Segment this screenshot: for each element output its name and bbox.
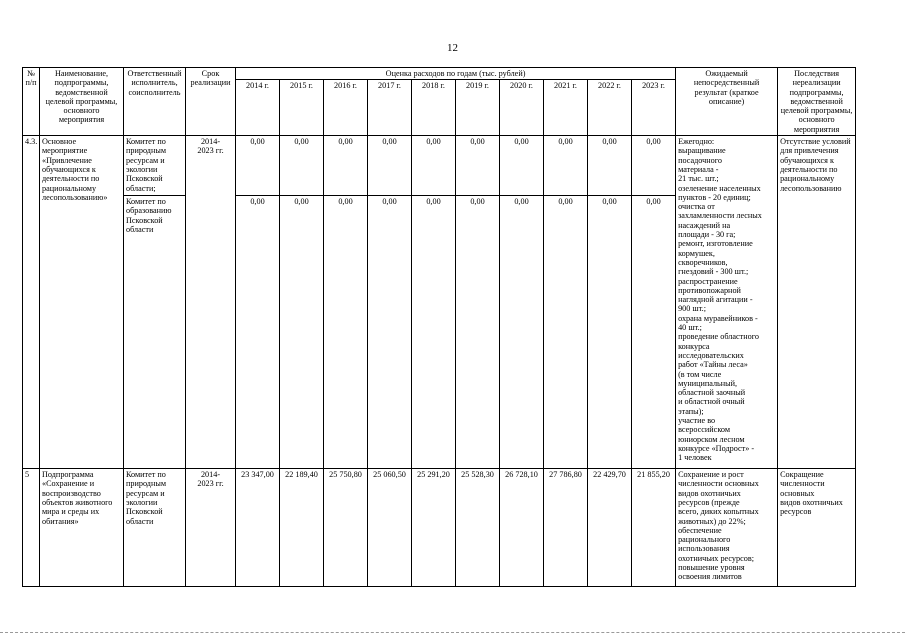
cost-cell: 0,00 xyxy=(324,196,368,469)
header-consequences: Последствия нереализации подпрограммы, ведомственной целевой программы, основного мероприятия xyxy=(778,68,856,136)
cost-cell: 0,00 xyxy=(456,136,500,196)
cost-cell: 0,00 xyxy=(632,196,676,469)
header-term: Срок реализации xyxy=(186,68,236,136)
header-costs: Оценка расходов по годам (тыс. рублей) xyxy=(236,68,676,80)
header-year: 2014 г. xyxy=(236,80,280,136)
header-name: Наименование, подпрограммы, ведомственной целевой программы, основного мероприятия xyxy=(40,68,124,136)
row-responsible: Комитет по образованию Псковской области xyxy=(124,196,186,469)
header-result: Ожидаемый непосредственный результат (краткое описание) xyxy=(676,68,778,136)
header-year: 2020 г. xyxy=(500,80,544,136)
row-responsible: Комитет по природным ресурсам и экологии Псковской области xyxy=(124,469,186,587)
cost-cell: 26 728,10 xyxy=(500,469,544,587)
table-row xyxy=(23,136,856,196)
row-number: 5 xyxy=(23,469,40,587)
row-name: Основное мероприятие «Привлечение обучающихся к деятельности по рациональному лесопользованию» xyxy=(40,136,124,469)
cost-cell: 0,00 xyxy=(236,196,280,469)
header-year: 2019 г. xyxy=(456,80,500,136)
page-bottom-divider xyxy=(0,632,905,633)
cost-cell: 0,00 xyxy=(588,136,632,196)
cost-cell: 21 855,20 xyxy=(632,469,676,587)
header-year: 2016 г. xyxy=(324,80,368,136)
cost-cell: 0,00 xyxy=(280,196,324,469)
cost-cell: 0,00 xyxy=(412,196,456,469)
cost-cell: 0,00 xyxy=(500,136,544,196)
cost-cell: 0,00 xyxy=(324,136,368,196)
cost-cell: 25 060,50 xyxy=(368,469,412,587)
row-name: Подпрограмма «Сохранение и воспроизводство объектов животного мира и среды их обитания» xyxy=(40,469,124,587)
table-row xyxy=(23,469,856,587)
header-year: 2015 г. xyxy=(280,80,324,136)
row-responsible: Комитет по природным ресурсам и экологии Псковской области; xyxy=(124,136,186,196)
cost-cell: 0,00 xyxy=(544,136,588,196)
cost-cell: 0,00 xyxy=(456,196,500,469)
row-term: 2014- 2023 гг. xyxy=(186,469,236,587)
cost-cell: 23 347,00 xyxy=(236,469,280,587)
header-year: 2018 г. xyxy=(412,80,456,136)
cost-cell: 0,00 xyxy=(632,136,676,196)
header-year: 2023 г. xyxy=(632,80,676,136)
header-responsible: Ответственный исполнитель, соисполнитель xyxy=(124,68,186,136)
cost-cell: 0,00 xyxy=(544,196,588,469)
program-costs-table xyxy=(22,67,856,587)
cost-cell: 25 291,20 xyxy=(412,469,456,587)
row-consequences: Отсутствие условий для привлечения обучающихся к деятельности по рациональному лесопользованию xyxy=(778,136,856,469)
cost-cell: 0,00 xyxy=(500,196,544,469)
cost-cell: 0,00 xyxy=(368,196,412,469)
header-no: № п/п xyxy=(23,68,40,136)
row-number: 4.3. xyxy=(23,136,40,469)
cost-cell: 25 750,80 xyxy=(324,469,368,587)
cost-cell: 22 189,40 xyxy=(280,469,324,587)
row-result: Сохранение и рост численности основных видов охотничьих ресурсов (прежде всего, диких копытных животных) до 22%; обеспечение рационального использования охотничьих ресурсов; повышение уровня освоения лимитов xyxy=(676,469,778,587)
cost-cell: 22 429,70 xyxy=(588,469,632,587)
cost-cell: 0,00 xyxy=(236,136,280,196)
cost-cell: 27 786,80 xyxy=(544,469,588,587)
row-result: Ежегодно: выращивание посадочного материала - 21 тыс. шт.; озеленение населенных пунктов - 20 единиц; очистка от захламленности лесных насаждений на площади - 30 га; ремонт, изготовление кормушек, скворечников, гнездовий - 300 шт.; распространение противопожарной наглядной агитации - 900 шт.; охрана муравейников - 40 шт.; проведение областного конкурса исследовательских работ «Тайны леса» (в том числе муниципальный, областной заочный и областной очный этапы); участие во всероссийском юниорском лесном конкурсе «Подрост» - 1 человек xyxy=(676,136,778,469)
page-number: 12 xyxy=(447,42,458,54)
cost-cell: 0,00 xyxy=(280,136,324,196)
header-year: 2022 г. xyxy=(588,80,632,136)
header-year: 2021 г. xyxy=(544,80,588,136)
cost-cell: 25 528,30 xyxy=(456,469,500,587)
cost-cell: 0,00 xyxy=(412,136,456,196)
cost-cell: 0,00 xyxy=(588,196,632,469)
row-term: 2014- 2023 гг. xyxy=(186,136,236,469)
row-consequences: Сокращение численности основных видов охотничьих ресурсов xyxy=(778,469,856,587)
cost-cell: 0,00 xyxy=(368,136,412,196)
header-year: 2017 г. xyxy=(368,80,412,136)
